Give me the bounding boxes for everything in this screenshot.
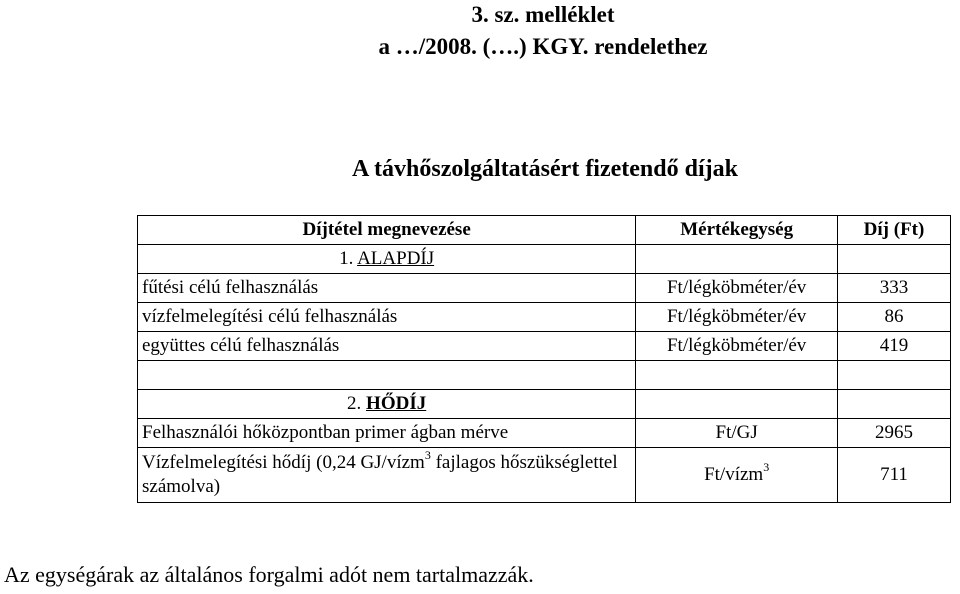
unit-base: Ft/vízm [704,464,764,485]
section-name: HŐDÍJ [366,393,427,414]
column-header-unit: Mértékegység [636,216,838,245]
row-name-part1: Vízfelmelegítési hődíj (0,24 GJ/vízm [142,452,425,473]
row-name: vízfelmelegítési célú felhasználás [138,303,636,332]
empty-cell [636,390,838,419]
section-header-row [138,245,951,274]
empty-cell [636,361,838,390]
column-header-fee: Díj (Ft) [838,216,951,245]
table-row [138,274,951,303]
superscript: 3 [763,459,770,474]
annex-number: 3. sz. melléklet [471,2,615,27]
empty-row [138,361,951,390]
page-title: A távhőszolgáltatásért fizetendő díjak [352,156,738,182]
row-fee: 711 [838,448,951,503]
empty-cell [838,390,951,419]
section-name: ALAPDÍJ [357,248,435,269]
section-number: 2. [347,393,367,414]
empty-cell [636,245,838,274]
section-title-hodij [138,390,636,419]
table-row [138,332,951,361]
empty-cell [838,361,951,390]
row-name: Felhasználói hőközpontban primer ágban mérve [138,419,636,448]
section-header-row [138,390,951,419]
table-row [138,303,951,332]
superscript: 3 [424,447,431,462]
row-unit: Ft/légköbméter/év [636,332,838,361]
row-fee: 2965 [838,419,951,448]
table-row [138,419,951,448]
row-unit: Ft/légköbméter/év [636,274,838,303]
row-unit: Ft/légköbméter/év [636,303,838,332]
table-row [138,448,951,503]
row-unit: Ft/GJ [636,419,838,448]
vat-footnote: Az egységárak az általános forgalmi adót nem tartalmazzák. [4,562,534,587]
section-title-alapdij [138,245,636,274]
decree-reference: a …/2008. (….) KGY. rendelethez [378,34,708,59]
row-fee: 333 [838,274,951,303]
row-fee: 419 [838,332,951,361]
row-name: együttes célú felhasználás [138,332,636,361]
empty-cell [838,245,951,274]
column-header-name: Díjtétel megnevezése [138,216,636,245]
row-fee: 86 [838,303,951,332]
row-unit [636,448,838,503]
empty-cell [138,361,636,390]
fee-table [137,215,951,503]
section-number: 1. [339,248,358,269]
table-header-row [138,216,951,245]
row-name [138,448,636,503]
row-name: fűtési célú felhasználás [138,274,636,303]
row-name-part2: fajlagos hőszükséglettel számolva) [142,452,618,497]
